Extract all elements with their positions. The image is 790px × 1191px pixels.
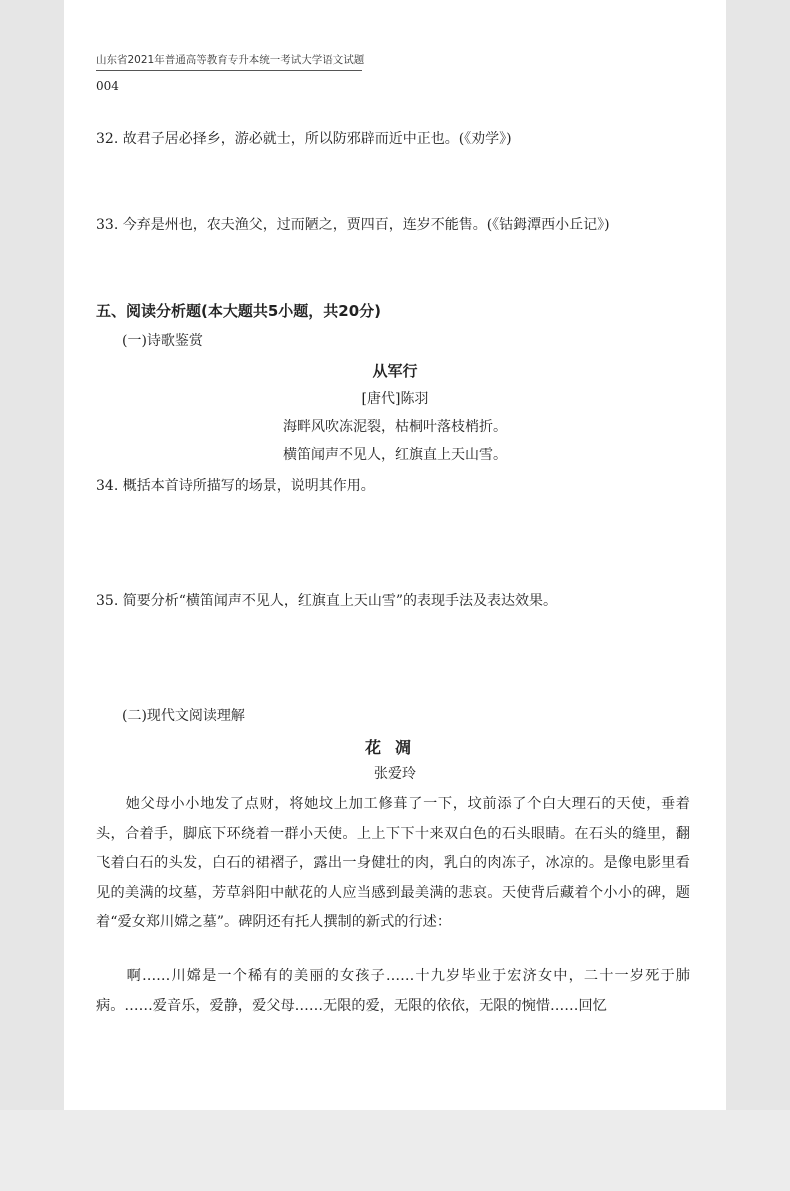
header-rule <box>96 70 362 71</box>
essay-author: 张爱玲 <box>374 766 416 782</box>
poem-author: [唐代]陈羽 <box>361 391 429 407</box>
section-heading: 五、阅读分析题(本大题共5小题，共20分) <box>96 302 382 320</box>
document-page <box>64 0 726 1110</box>
question-34: 34. 概括本首诗所描写的场景，说明其作用。 <box>96 478 375 494</box>
running-header: 山东省2021年普通高等教育专升本统一考试大学语文试题 <box>96 54 365 66</box>
essay-title: 花凋 <box>364 738 425 757</box>
bottom-shadow <box>0 1110 790 1191</box>
question-32: 32. 故君子居必择乡，游必就士，所以防邪辟而近中正也。(《劝学》) <box>96 131 512 147</box>
poem-line: 海畔风吹冻泥裂，枯桐叶落枝梢折。 <box>283 419 507 435</box>
poem-line: 横笛闻声不见人，红旗直上天山雪。 <box>283 447 507 463</box>
page-number: 004 <box>96 79 119 93</box>
essay-paragraph: 啊……川嫦是一个稀有的美丽的女孩子……十九岁毕业于宏济女中，二十一岁死于肺病。……爱音乐，爱静，爱父母……无限的爱，无限的依依，无限的惋惜……回忆 <box>96 968 690 1014</box>
part-heading-modern-prose: (二)现代文阅读理解 <box>122 708 245 724</box>
part-heading-poetry: (一)诗歌鉴赏 <box>122 333 203 349</box>
essay-paragraph: 她父母小小地发了点财，将她坟上加工修葺了一下，坟前添了个白大理石的天使，垂着头，合着手，脚底下环绕着一群小天使。上上下下十来双白色的石头眼睛。在石头的缝里，翻飞着白石的头发，白石的裙褶子，露出一身健壮的肉，乳白的肉冻子，冰凉的。是像电影里看见的美满的坟墓，芳草斜阳中献花的人应当感到最美满的悲哀。天使背后藏着个小小的碑，题着“爱女郑川嫦之墓”。碑阴还有托人撰制的新式的行述： <box>96 796 690 930</box>
question-35: 35. 简要分析“横笛闻声不见人，红旗直上天山雪”的表现手法及表达效果。 <box>96 593 558 609</box>
question-33: 33. 今弃是州也，农夫渔父，过而陋之，贾四百，连岁不能售。(《钴鉧潭西小丘记》) <box>96 217 610 233</box>
poem-title: 从军行 <box>372 362 418 380</box>
